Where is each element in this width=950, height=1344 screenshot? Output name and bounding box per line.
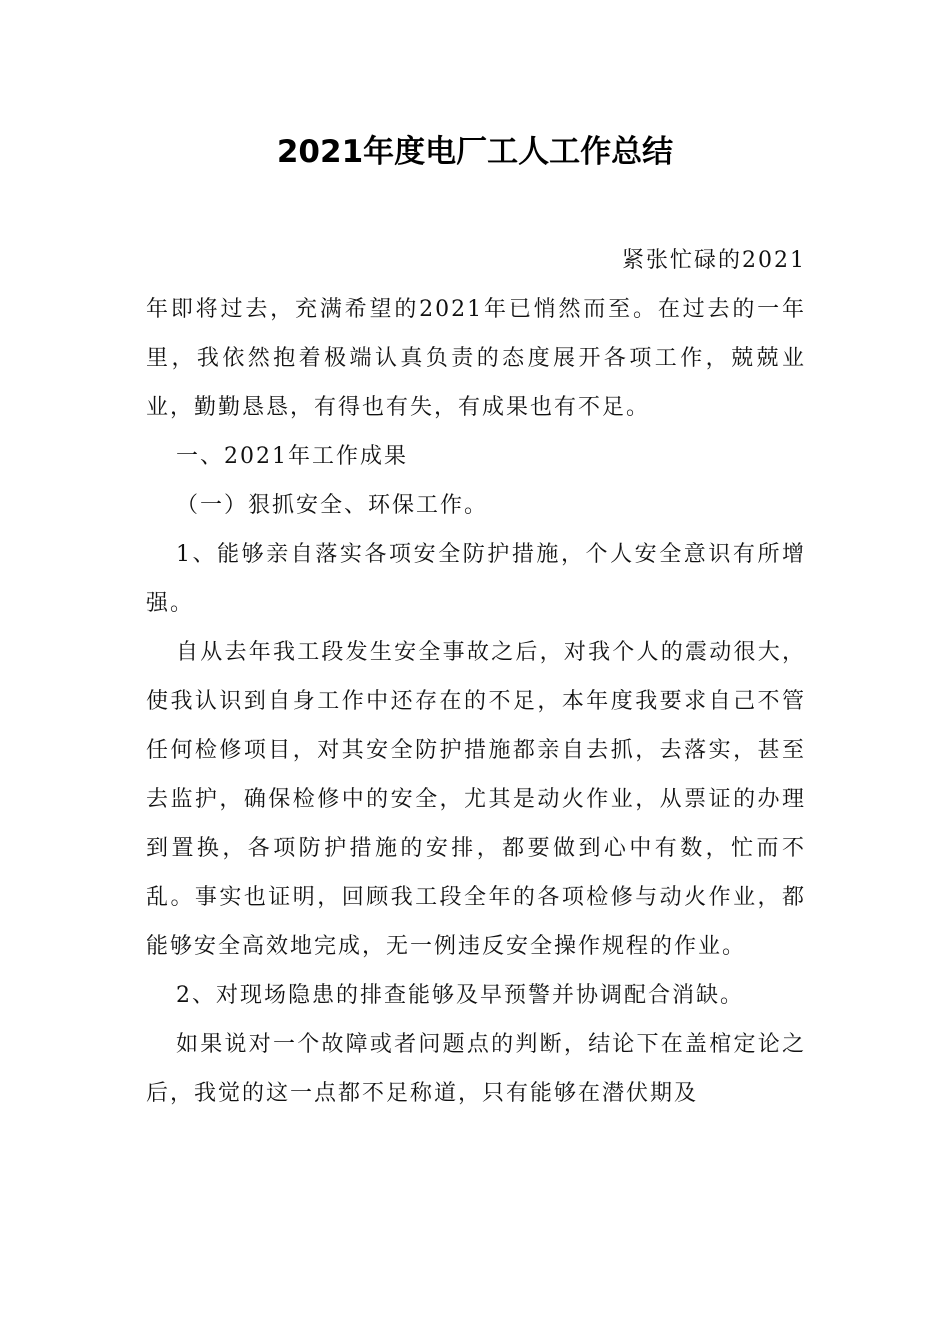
opening-paragraph: 年即将过去，充满希望的2021年已悄然而至。在过去的一年里，我依然抱着极端认真负责的态度展开各项工作，兢兢业业，勤勤恳恳，有得也有失，有成果也有不足。	[146, 297, 806, 420]
document-title: 2021年度电厂工人工作总结	[276, 134, 674, 170]
item-body-2: 如果说对一个故障或者问题点的判断，结论下在盖棺定论之后，我觉的这一点都不足称道，只有能够在潜伏期及	[146, 1032, 806, 1106]
opening-line: 紧张忙碌的2021	[622, 248, 806, 273]
item-heading-1: 1、能够亲自落实各项安全防护措施，个人安全意识有所增强。	[146, 542, 806, 616]
section-heading: 一、2021年工作成果	[176, 444, 408, 469]
item-heading-2: 2、对现场隐患的排查能够及早预警并协调配合消缺。	[176, 983, 744, 1008]
subsection-heading: （一）狠抓安全、环保工作。	[176, 493, 489, 518]
item-body-1: 自从去年我工段发生安全事故之后，对我个人的震动很大，使我认识到自身工作中还存在的不足，本年度我要求自己不管任何检修项目，对其安全防护措施都亲自去抓，去落实，甚至去监护，确保检修中的安全，尤其是动火作业，从票证的办理到置换，各项防护措施的安排，都要做到心中有数，忙而不乱。事实也证明，回顾我工段全年的各项检修与动火作业，都能够安全高效地完成，无一例违反安全操作规程的作业。	[146, 640, 806, 959]
document-body	[146, 236, 806, 1118]
